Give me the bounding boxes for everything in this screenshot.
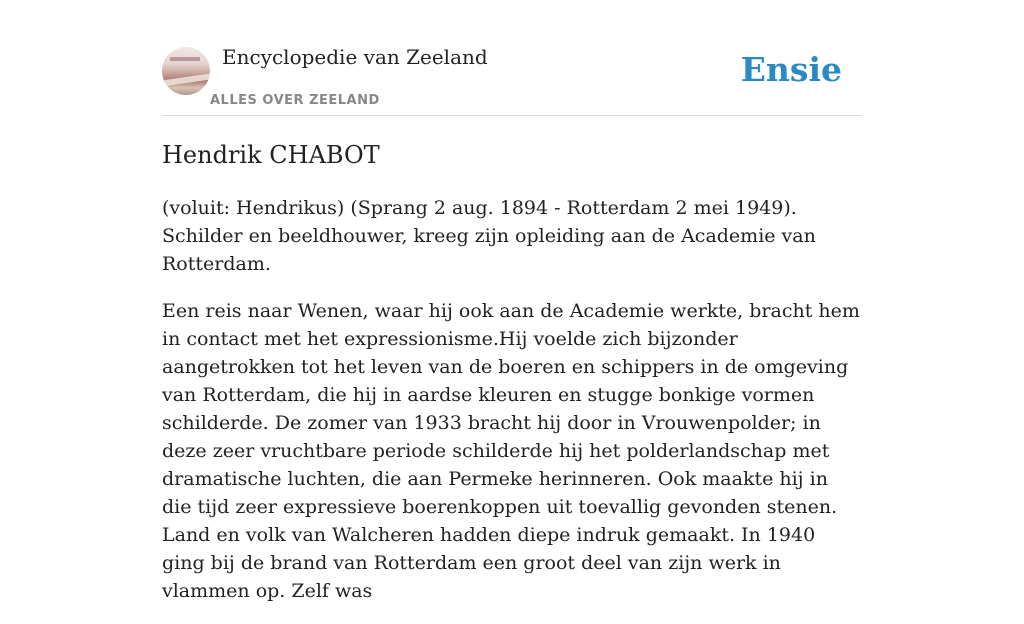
site-subtitle: ALLES OVER ZEELAND: [210, 93, 380, 108]
header-divider: [162, 115, 862, 116]
ensie-logo[interactable]: Ensie: [740, 50, 842, 89]
article-paragraph: Een reis naar Wenen, waar hij ook aan de Academie werkte, bracht hem in contact met het expressionisme.Hij voelde zich bijzonder aangetrokken tot het leven van de boeren en schippers in de omgeving van Rotterdam, die hij in aardse kleuren en stugge bonkige vormen schilderde. De zomer van 1933 bracht hij door in Vrouwenpolder; in deze zeer vruchtbare periode schilderde hij het polderlandschap met dramatische luchten, die aan Permeke herinneren. Ook maakte hij in die tijd zeer expressieve boerenkoppen uit toevallig gevonden stenen. Land en volk van Walcheren hadden diepe indruk gemaakt. In 1940 ging bij de brand van Rotterdam een groot deel van zijn werk in vlammen op. Zelf was: [162, 300, 860, 602]
article-title: Hendrik CHABOT: [162, 141, 380, 169]
article: [162, 138, 862, 624]
site-title[interactable]: Encyclopedie van Zeeland: [222, 45, 488, 69]
site-avatar[interactable]: [162, 47, 210, 95]
site-header: [162, 0, 862, 116]
article-paragraph: (voluit: Hendrikus) (Sprang 2 aug. 1894 - Rotterdam 2 mei 1949). Schilder en beeldhouwer, kreeg zijn opleiding aan de Academie van Rotterdam.: [162, 197, 816, 275]
